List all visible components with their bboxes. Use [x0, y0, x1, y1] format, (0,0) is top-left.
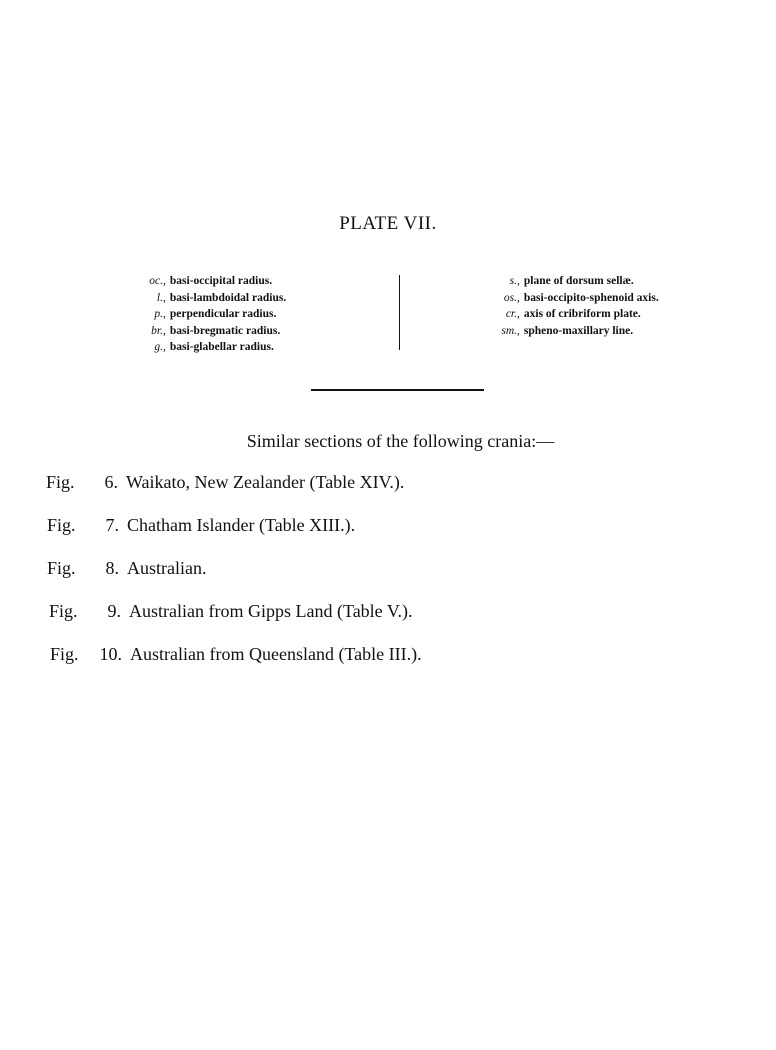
legend-text: basi-bregmatic radius. — [169, 324, 281, 337]
legend-text: basi-occipital radius. — [169, 275, 273, 287]
legend-separator: , — [163, 308, 166, 320]
legend-right-column — [420, 273, 690, 339]
legend-item-lambdoidal — [120, 290, 370, 307]
legend-text: basi-lambdoidal radius. — [169, 291, 287, 304]
legend-abbr: sm. — [501, 324, 517, 337]
legend-left-column — [120, 273, 370, 356]
legend-item-spheno-maxillary — [420, 323, 690, 340]
legend-separator: , — [517, 291, 520, 304]
figure-label: Fig. — [50, 644, 79, 664]
legend-item-occipital — [120, 273, 370, 290]
figure-description: Chatham Islander (Table XIII.). — [127, 515, 356, 535]
figure-label: Fig. — [47, 558, 76, 578]
legend-text: axis of cribriform plate. — [523, 308, 641, 320]
legend-text: spheno-maxillary line. — [523, 324, 634, 337]
figure-label: Fig. — [49, 601, 78, 621]
legend-separator: , — [163, 291, 166, 304]
legend-separator: , — [163, 341, 166, 353]
intro-text: Similar sections of the following crania:— — [246, 431, 555, 451]
figure-number: 7. — [105, 515, 119, 535]
legend-text: perpendicular radius. — [169, 308, 277, 320]
legend-divider — [399, 275, 400, 350]
figure-description: Waikato, New Zealander (Table XIV.). — [126, 472, 405, 492]
legend-item-occipito-sphenoid — [420, 290, 690, 307]
legend-item-dorsum-sellae — [420, 273, 690, 290]
figure-item — [49, 597, 729, 640]
legend-separator: , — [163, 324, 166, 337]
legend-item-glabellar — [120, 339, 370, 356]
legend-abbr: os. — [503, 291, 517, 304]
legend-separator: , — [517, 308, 520, 320]
legend-item-cribriform — [420, 306, 690, 323]
figure-description: Australian from Gipps Land (Table V.). — [129, 601, 413, 621]
legend-abbr: cr. — [505, 308, 517, 320]
figure-label: Fig. — [46, 472, 75, 492]
legend-separator: , — [163, 275, 166, 287]
legend-separator: , — [517, 324, 520, 337]
legend-abbr: s. — [509, 275, 517, 287]
legend-text: basi-occipito-sphenoid axis. — [523, 291, 659, 304]
figure-description: Australian from Queensland (Table III.). — [130, 644, 422, 664]
legend-abbr: br. — [151, 324, 163, 337]
figure-item — [46, 468, 726, 511]
plate-title: PLATE VII. — [339, 213, 437, 234]
figure-label: Fig. — [47, 515, 76, 535]
figure-number: 6. — [104, 472, 118, 492]
section-rule — [311, 389, 484, 391]
figure-item — [47, 511, 727, 554]
legend-abbr: oc. — [149, 275, 163, 287]
legend-item-bregmatic — [120, 323, 370, 340]
legend-item-perpendicular — [120, 306, 370, 323]
legend-abbr: g. — [154, 341, 163, 353]
legend-text: basi-glabellar radius. — [169, 341, 274, 353]
legend-abbr: l. — [156, 291, 163, 304]
figure-number: 9. — [107, 601, 121, 621]
figure-list — [46, 468, 726, 683]
figure-item — [50, 640, 730, 683]
figure-item — [47, 554, 727, 597]
figure-number: 10. — [99, 644, 122, 664]
legend-abbr: p. — [154, 308, 163, 320]
figure-number: 8. — [105, 558, 119, 578]
figure-description: Australian. — [127, 558, 207, 578]
legend-separator: , — [517, 275, 520, 287]
legend-text: plane of dorsum sellæ. — [523, 275, 634, 287]
